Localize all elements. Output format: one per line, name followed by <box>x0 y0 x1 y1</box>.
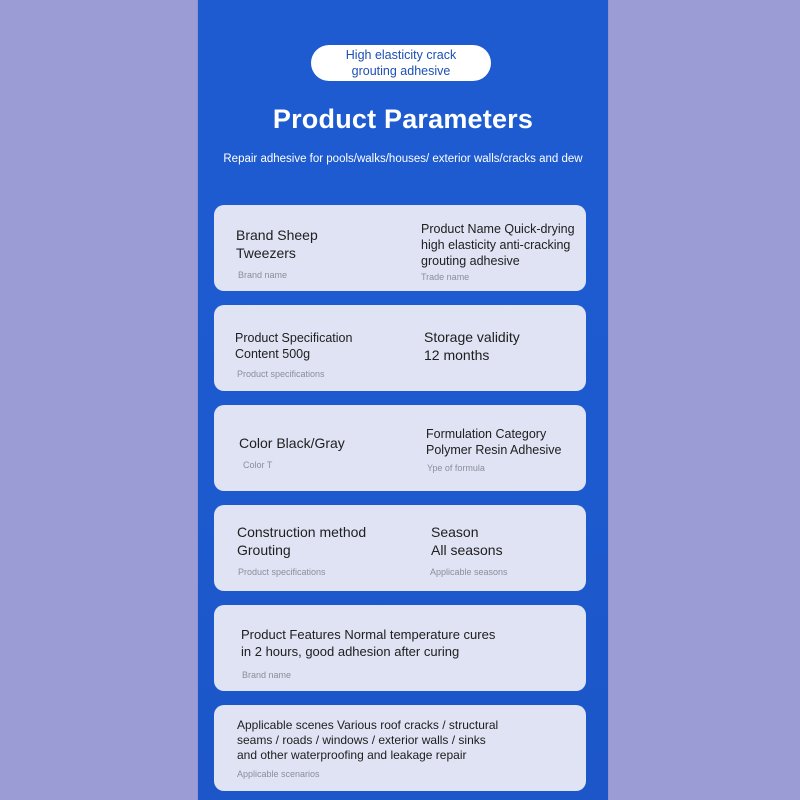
season-caption: Applicable seasons <box>430 567 508 577</box>
scenes-line-2: seams / roads / windows / exterior walls / sinks <box>237 733 486 747</box>
features-value <box>241 626 495 660</box>
formulation-line-2: Polymer Resin Adhesive <box>426 443 562 457</box>
specification-line-1: Product Specification <box>235 331 353 345</box>
card-construction-season <box>214 505 586 591</box>
badge-line-2: grouting adhesive <box>351 64 451 78</box>
product-name-line-1: Product Name Quick-drying <box>421 222 575 236</box>
construction-line-2: Grouting <box>237 542 291 558</box>
scenes-line-3: and other waterproofing and leakage repair <box>237 748 467 762</box>
specification-caption: Product specifications <box>237 369 325 379</box>
specification-value <box>235 330 352 362</box>
construction-line-1: Construction method <box>237 524 367 540</box>
brand-line-1: Brand Sheep <box>236 227 318 243</box>
brand-caption: Brand name <box>238 270 288 280</box>
scenes-value <box>237 718 498 763</box>
card-brand-product-name <box>214 205 586 291</box>
scenes-caption: Applicable scenarios <box>237 769 320 779</box>
brand-value <box>236 226 318 262</box>
product-parameters-panel <box>198 0 608 800</box>
features-line-2: in 2 hours, good adhesion after curing <box>241 644 460 659</box>
badge-line-1: High elasticity crack <box>345 48 457 62</box>
formulation-line-1: Formulation Category <box>426 427 547 441</box>
color-value: Color Black/Gray <box>239 435 345 451</box>
formulation-value <box>426 426 561 458</box>
construction-caption: Product specifications <box>238 567 326 577</box>
product-name-line-3: grouting adhesive <box>421 254 520 268</box>
color-caption: Color T <box>243 460 273 470</box>
specification-line-2: Content 500g <box>235 347 311 361</box>
storage-value <box>424 328 520 364</box>
season-line-2: All seasons <box>431 542 503 558</box>
season-line-1: Season <box>431 524 479 540</box>
storage-line-2: 12 months <box>424 347 490 363</box>
construction-value <box>237 523 366 559</box>
storage-line-1: Storage validity <box>424 329 520 345</box>
season-value <box>431 523 503 559</box>
features-caption: Brand name <box>242 670 292 680</box>
brand-line-2: Tweezers <box>236 245 296 261</box>
features-line-1: Product Features Normal temperature cures <box>241 627 496 642</box>
formulation-caption: Ype of formula <box>427 463 485 473</box>
page-subtitle: Repair adhesive for pools/walks/houses/ exterior walls/cracks and dew <box>223 153 583 165</box>
card-color-formulation <box>214 405 586 491</box>
product-type-badge <box>311 45 491 81</box>
page-title: Product Parameters <box>272 104 534 134</box>
card-applicable-scenes <box>214 705 586 791</box>
scenes-line-1: Applicable scenes Various roof cracks / structural <box>237 718 499 732</box>
product-name-value <box>421 221 575 269</box>
card-specification-storage <box>214 305 586 391</box>
product-name-line-2: high elasticity anti-cracking <box>421 238 571 252</box>
product-name-caption: Trade name <box>421 272 470 282</box>
card-product-features <box>214 605 586 691</box>
